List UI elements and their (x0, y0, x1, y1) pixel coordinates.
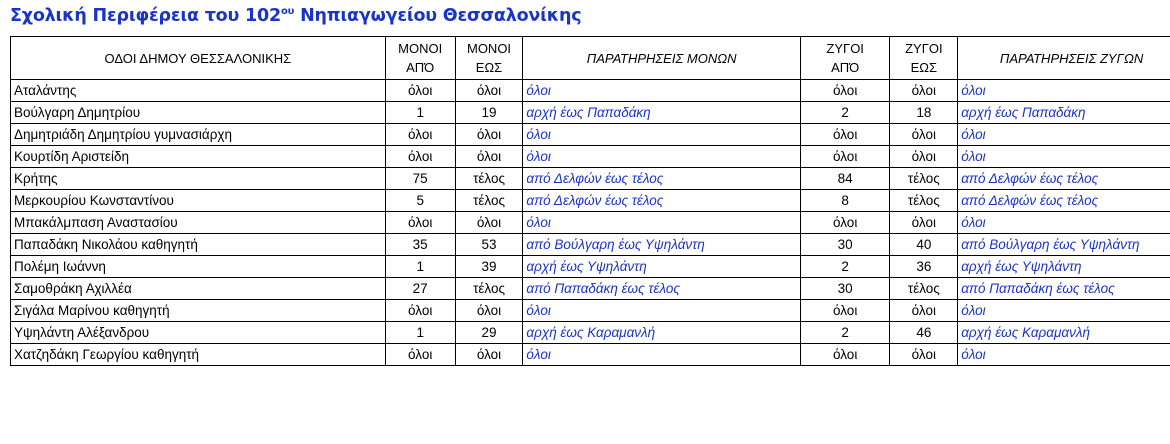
cell-street: Σαμοθράκη Αχιλλέα (11, 278, 386, 300)
cell-street: Μερκουρίου Κωνσταντίνου (11, 190, 386, 212)
cell-even-note: αρχή έως Υψηλάντη (958, 256, 1170, 278)
cell-street: Κρήτης (11, 168, 386, 190)
cell-odd-to: 39 (455, 256, 523, 278)
cell-odd-from: όλοι (385, 124, 455, 146)
cell-odd-note: αρχή έως Υψηλάντη (523, 256, 801, 278)
page-title-superscript: ου (280, 6, 295, 17)
cell-even-note: όλοι (958, 80, 1170, 102)
cell-street: Κουρτίδη Αριστείδη (11, 146, 386, 168)
table-row (11, 256, 1170, 278)
cell-even-to: 18 (890, 102, 958, 124)
cell-odd-to: όλοι (455, 344, 523, 366)
table-row (11, 234, 1170, 256)
cell-odd-note: από Παπαδάκη έως τέλος (523, 278, 801, 300)
table-header-row (11, 37, 1170, 80)
cell-odd-to: 29 (455, 322, 523, 344)
cell-street: Βούλγαρη Δημητρίου (11, 102, 386, 124)
cell-even-to: 46 (890, 322, 958, 344)
cell-odd-from: 5 (385, 190, 455, 212)
table-row (11, 300, 1170, 322)
streets-table (10, 36, 1170, 366)
cell-even-note: από Παπαδάκη έως τέλος (958, 278, 1170, 300)
page-title-main: Σχολική Περιφέρεια του 102 (10, 6, 281, 26)
cell-odd-note: όλοι (523, 146, 801, 168)
cell-even-from: 2 (800, 322, 890, 344)
cell-street: Παπαδάκη Νικολάου καθηγητή (11, 234, 386, 256)
header-odd-notes: ΠΑΡΑΤΗΡΗΣΕΙΣ ΜΟΝΩΝ (523, 37, 801, 80)
cell-even-to: τέλος (890, 190, 958, 212)
cell-even-from: 30 (800, 234, 890, 256)
cell-even-from: όλοι (800, 212, 890, 234)
cell-even-to: 40 (890, 234, 958, 256)
cell-odd-to: όλοι (455, 80, 523, 102)
header-even-from: ΖΥΓΟΙ ΑΠΌ (800, 37, 890, 80)
header-street: ΟΔΟΙ ΔΗΜΟΥ ΘΕΣΣΑΛΟΝΙΚΗΣ (11, 37, 386, 80)
table-row (11, 322, 1170, 344)
cell-odd-from: 1 (385, 102, 455, 124)
cell-even-note: όλοι (958, 300, 1170, 322)
cell-even-note: από Βούλγαρη έως Υψηλάντη (958, 234, 1170, 256)
cell-street: Υψηλάντη Αλέξανδρου (11, 322, 386, 344)
table-row (11, 168, 1170, 190)
cell-even-to: όλοι (890, 124, 958, 146)
cell-odd-note: από Δελφών έως τέλος (523, 190, 801, 212)
cell-even-to: όλοι (890, 212, 958, 234)
cell-even-note: όλοι (958, 212, 1170, 234)
cell-even-to: όλοι (890, 344, 958, 366)
cell-even-note: αρχή έως Παπαδάκη (958, 102, 1170, 124)
cell-even-note: όλοι (958, 344, 1170, 366)
cell-street: Δημητριάδη Δημητρίου γυμνασιάρχη (11, 124, 386, 146)
cell-odd-note: όλοι (523, 344, 801, 366)
cell-even-note: όλοι (958, 124, 1170, 146)
cell-odd-from: όλοι (385, 300, 455, 322)
header-odd-from: ΜΟΝΟΙ ΑΠΌ (385, 37, 455, 80)
cell-even-to: όλοι (890, 146, 958, 168)
cell-even-from: 30 (800, 278, 890, 300)
cell-odd-to: 53 (455, 234, 523, 256)
cell-odd-from: όλοι (385, 146, 455, 168)
table-row (11, 80, 1170, 102)
cell-even-to: όλοι (890, 300, 958, 322)
cell-even-note: αρχή έως Καραμανλή (958, 322, 1170, 344)
cell-odd-to: 19 (455, 102, 523, 124)
header-even-to: ΖΥΓΟΙ ΕΩΣ (890, 37, 958, 80)
cell-odd-to: τέλος (455, 278, 523, 300)
cell-even-to: τέλος (890, 168, 958, 190)
cell-odd-from: 35 (385, 234, 455, 256)
cell-odd-to: τέλος (455, 190, 523, 212)
cell-even-note: από Δελφών έως τέλος (958, 190, 1170, 212)
cell-odd-from: 1 (385, 322, 455, 344)
cell-odd-from: 1 (385, 256, 455, 278)
cell-odd-from: όλοι (385, 344, 455, 366)
cell-even-from: όλοι (800, 344, 890, 366)
cell-odd-note: όλοι (523, 80, 801, 102)
cell-even-from: όλοι (800, 80, 890, 102)
table-row (11, 278, 1170, 300)
cell-even-from: 2 (800, 256, 890, 278)
cell-street: Αταλάντης (11, 80, 386, 102)
cell-odd-to: όλοι (455, 212, 523, 234)
cell-even-to: 36 (890, 256, 958, 278)
cell-odd-from: 75 (385, 168, 455, 190)
cell-even-from: 84 (800, 168, 890, 190)
cell-odd-to: όλοι (455, 300, 523, 322)
page-title (10, 6, 581, 26)
cell-even-from: όλοι (800, 146, 890, 168)
table-row (11, 124, 1170, 146)
cell-street: Μπακάλμπαση Αναστασίου (11, 212, 386, 234)
cell-street: Χατζηδάκη Γεωργίου καθηγητή (11, 344, 386, 366)
cell-odd-note: όλοι (523, 212, 801, 234)
cell-even-from: όλοι (800, 300, 890, 322)
table-row (11, 146, 1170, 168)
cell-even-to: τέλος (890, 278, 958, 300)
cell-even-from: 2 (800, 102, 890, 124)
table-row (11, 190, 1170, 212)
cell-odd-note: από Βούλγαρη έως Υψηλάντη (523, 234, 801, 256)
cell-odd-to: όλοι (455, 124, 523, 146)
cell-street: Σιγάλα Μαρίνου καθηγητή (11, 300, 386, 322)
header-even-notes: ΠΑΡΑΤΗΡΗΣΕΙΣ ΖΥΓΩΝ (958, 37, 1170, 80)
cell-odd-note: αρχή έως Παπαδάκη (523, 102, 801, 124)
cell-odd-to: τέλος (455, 168, 523, 190)
cell-street: Πολέμη Ιωάννη (11, 256, 386, 278)
cell-even-to: όλοι (890, 80, 958, 102)
table-row (11, 102, 1170, 124)
cell-odd-note: αρχή έως Καραμανλή (523, 322, 801, 344)
header-odd-to: ΜΟΝΟΙ ΕΩΣ (455, 37, 523, 80)
streets-table-container (10, 36, 1170, 396)
cell-even-note: από Δελφών έως τέλος (958, 168, 1170, 190)
cell-even-from: 8 (800, 190, 890, 212)
cell-odd-note: από Δελφών έως τέλος (523, 168, 801, 190)
cell-odd-from: όλοι (385, 80, 455, 102)
cell-odd-to: όλοι (455, 146, 523, 168)
page-title-rest: Νηπιαγωγείου Θεσσαλονίκης (294, 6, 582, 26)
cell-odd-from: όλοι (385, 212, 455, 234)
cell-odd-note: όλοι (523, 124, 801, 146)
table-row (11, 212, 1170, 234)
cell-even-note: όλοι (958, 146, 1170, 168)
table-row (11, 344, 1170, 366)
cell-odd-from: 27 (385, 278, 455, 300)
cell-even-from: όλοι (800, 124, 890, 146)
cell-odd-note: όλοι (523, 300, 801, 322)
